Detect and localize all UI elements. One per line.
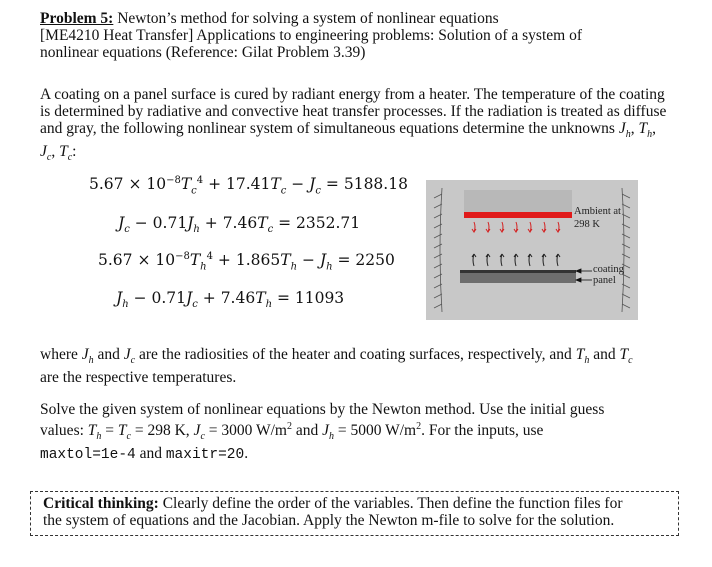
right-wall [622,188,630,312]
maxitr-code: maxitr=20 [165,447,245,464]
coating-label: coating [593,264,624,275]
equation-1: $5.67 \times 10^{-8}T_c^4 + 17.41T_c - J_c = 5188.18$ [89,175,408,197]
reference-line: nonlinear equations (Reference: Gilat Problem 3.39) [40,44,366,61]
problem-label: Problem 5: [40,10,114,27]
left-wall [434,188,442,312]
equation-4: $J_h - 0.71J_c + 7.46T_h = 11093$ [116,289,345,311]
radiation-arrows [472,222,560,232]
ambient-label: Ambient at [574,206,621,217]
heater-panel-diagram [426,180,638,320]
critical-thinking-box: Critical thinking: Clearly define the order of the variables. Then define the function files for the system of equations and the Jacobian. Apply the Newton m-file to solve for the solution. [30,491,679,536]
solve-paragraph: Solve the given system of nonlinear equations by the Newton method. Use the initial guess values: $T_h = T_c = 298$ K, $J_c = 3000$ $W/m^2$ and $J_h = 5000$ $W/m^2$. For the inputs, use maxtol=1e-4 and maxitr=20. [40,401,605,464]
equation-3: $5.67 \times 10^{-8}T_h^4 + 1.865T_h - J_h = 2250$ [98,251,395,273]
ambient-temp-label: 298 K [574,219,600,230]
heater [464,190,572,218]
where-paragraph: where $J_h$ and $J_c$ are the radiosities of the heater and coating surfaces, respectively, and $T_h$ and $T_c$ are the respective temperatures. [40,346,633,387]
panel-label: panel [593,275,616,286]
convection-arrows [472,254,560,266]
coating-layer [460,270,576,273]
maxtol-code: maxtol=1e-4 [40,447,136,464]
course-line: [ME4210 Heat Transfer] Applications to engineering problems: Solution of a system of [40,27,582,44]
panel-body [460,273,576,283]
heater-surface [464,212,572,218]
problem-header [40,10,670,61]
equation-2: $J_c - 0.71J_h + 7.46T_c = 2352.71$ [118,214,361,236]
heater-panel-figure [426,180,638,320]
critical-thinking-label: Critical thinking: [43,495,159,512]
problem-title: Problem 5: Newton’s method for solving a system of nonlinear equations [40,10,499,27]
intro-paragraph: A coating on a panel surface is cured by radiant energy from a heater. The temperature of the coating is determined by radiative and convective heat transfer processes. If the radiation is treated as diffuse and gray, the following nonlinear system of simultaneous equations determine the unknowns $J_h$, $T_h$, $J_c$, $T_c$: [40,86,667,164]
